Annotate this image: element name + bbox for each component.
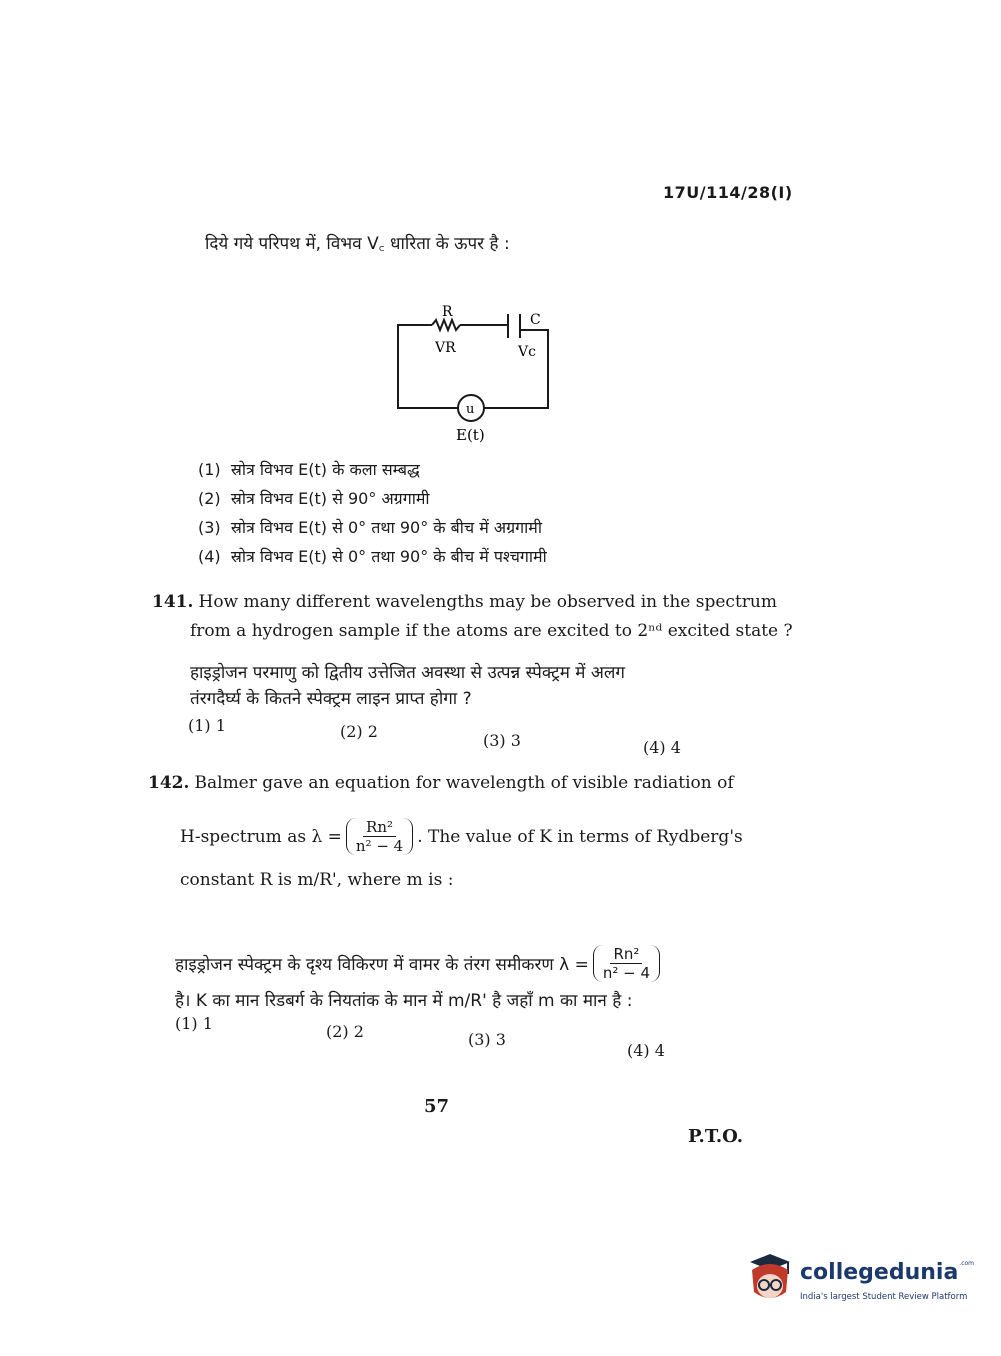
student-mascot-icon	[742, 1248, 798, 1308]
q141-option-4[interactable]: (4) 4	[643, 738, 681, 757]
brand-suffix: .com	[959, 1260, 975, 1267]
q142-line-1	[148, 773, 734, 793]
q140-option-4[interactable]: (4) स्रोत्र विभव E(t) से 0° तथा 90° के बीच में पश्चगामी	[198, 547, 547, 566]
q141-option-3[interactable]: (3) 3	[483, 731, 521, 750]
paper-code: 17U/114/28(I)	[663, 183, 793, 202]
q141-en-line-1: How many different wavelengths may be observed in the spectrum	[198, 592, 777, 612]
source-et-label: E(t)	[456, 426, 485, 444]
q142-en-line-2: H-spectrum as λ = $\frac{\text{Rn²}}{\text{n² − 4}}$ . The value of K in terms of Rydberg's	[180, 818, 743, 855]
q142-hi-line-2: है। K का मान रिडबर्ग के नियतांक के मान में m/R' है जहाँ m का मान है :	[175, 991, 633, 1011]
q142-en-line-1: Balmer gave an equation for wavelength of visible radiation of	[194, 773, 734, 793]
q140-stem: दिये गये परिपथ में, विभव V꜀ धारिता के ऊपर है :	[205, 234, 510, 254]
q142-option-3[interactable]: (3) 3	[468, 1030, 506, 1049]
pto-label: P.T.O.	[688, 1126, 744, 1147]
q141-number: 141.	[152, 592, 194, 612]
q141-hi-line-2: तंरगदैर्घ्य के कितने स्पेक्ट्रम लाइन प्राप्त होगा ?	[190, 689, 472, 709]
brand-tagline: India's largest Student Review Platform	[800, 1292, 968, 1302]
q140-option-2[interactable]: (2) स्रोत्र विभव E(t) से 90° अग्रगामी	[198, 489, 430, 508]
q142-option-1[interactable]: (1) 1	[175, 1014, 213, 1033]
q141-en-line-2: from a hydrogen sample if the atoms are excited to 2ⁿᵈ excited state ?	[190, 621, 793, 641]
q142-hi-line-1: हाइड्रोजन स्पेक्ट्रम के दृश्य विकिरण में वामर के तंरग समीकरण λ = $\frac{\text{Rn²}}{\text{n² − 4}}$	[175, 945, 664, 982]
source-u-label: u	[466, 402, 475, 417]
q141-option-1[interactable]: (1) 1	[188, 716, 226, 735]
vr-label: VR	[435, 340, 456, 356]
vc-label: Vc	[518, 344, 536, 360]
q142-en-line-3: constant R is m/R', where m is :	[180, 870, 454, 890]
q140-option-3[interactable]: (3) स्रोत्र विभव E(t) से 0° तथा 90° के बीच में अग्रगामी	[198, 518, 542, 537]
resistor-symbol	[432, 320, 460, 330]
q142-option-4[interactable]: (4) 4	[627, 1041, 665, 1060]
balmer-fraction: $\frac{\text{Rn²}}{\text{n² − 4}}$	[346, 818, 413, 855]
resistor-label: R	[442, 304, 453, 320]
brand-name: collegedunia	[800, 1260, 959, 1285]
q141-hi-line-1: हाइड्रोजन परमाणु को द्वितीय उत्तेजित अवस्था से उत्पन्न स्पेक्ट्रम में अलग	[190, 663, 625, 683]
q140-option-1[interactable]: (1) स्रोत्र विभव E(t) के कला सम्बद्ध	[198, 460, 420, 479]
capacitor-label: C	[530, 312, 541, 328]
rc-circuit-diagram	[380, 300, 570, 450]
collegedunia-watermark	[742, 1248, 975, 1318]
balmer-fraction-hi: $\frac{\text{Rn²}}{\text{n² − 4}}$	[593, 945, 660, 982]
q141-option-2[interactable]: (2) 2	[340, 722, 378, 741]
page-number: 57	[424, 1096, 450, 1117]
q142-number: 142.	[148, 773, 190, 793]
q141-line-1	[152, 592, 777, 612]
q142-option-2[interactable]: (2) 2	[326, 1022, 364, 1041]
